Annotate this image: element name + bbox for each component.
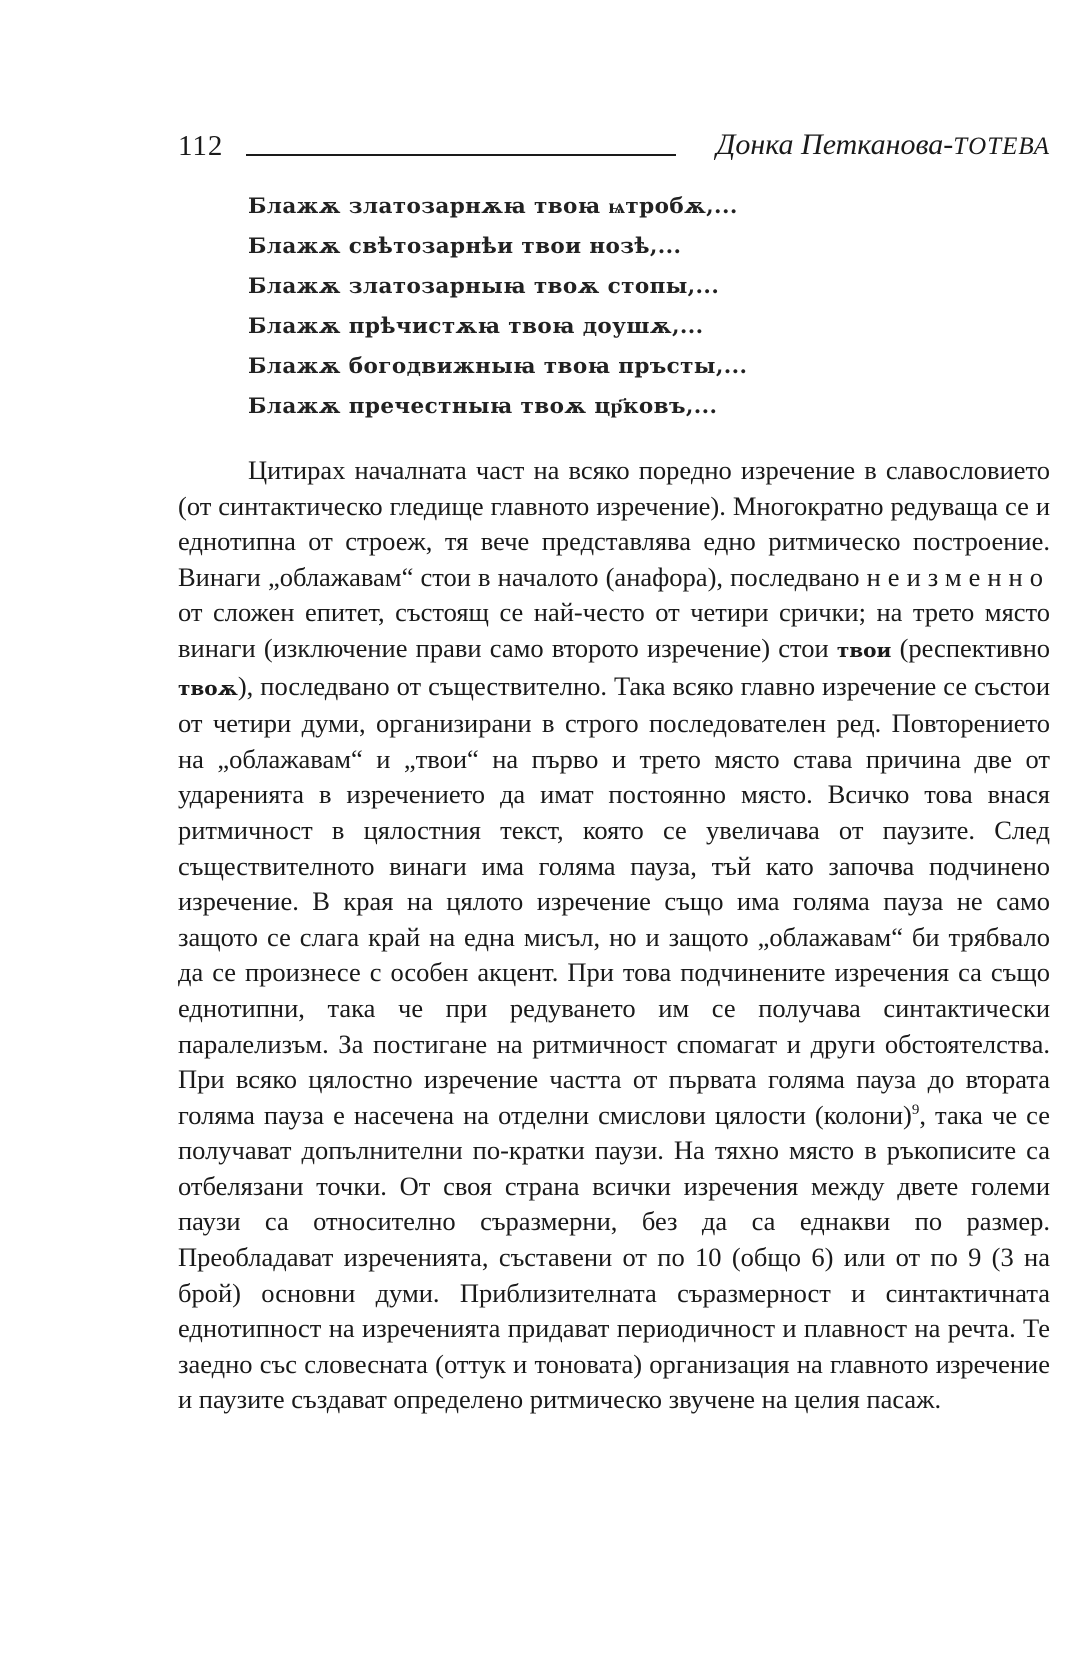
paragraph-text: от сложен епитет, състоящ се най-често от четири срички; на трето място винаги (изключение прави само второто изречение) стои — [178, 597, 1050, 663]
quote-line: Блажѫ богодвижныꙗ твоꙗ пръсты,... — [248, 354, 748, 379]
old-slavonic-quotes — [248, 194, 1008, 434]
quote-line: Блажѫ пречестныꙗ твоѫ цр҃ковъ,... — [248, 394, 718, 419]
body-paragraph — [178, 453, 1050, 1418]
old-slavonic-word: твоѫ — [178, 675, 238, 700]
quote-line: Блажѫ златозарнѫꙗ твоꙗ ѩтробѫ,... — [248, 194, 738, 219]
running-head — [716, 128, 1050, 162]
paragraph-text: (респективно — [891, 632, 1050, 663]
paragraph-text: Цитирах началната част на всяко поредно изречение в славословието (от синтактическо гледище главното изречение). Многократно редуваща се и еднотипна от строеж, тя вече представлява едно ритмическо построение. Винаги „облажавам“ стои в началото (анафора), последвано — [178, 455, 1050, 592]
footnote-reference: 9 — [911, 1101, 920, 1118]
page-header — [178, 126, 1050, 166]
page-number: 112 — [178, 130, 224, 162]
quote-line: Блажѫ златозарныꙗ твоѫ стопы,... — [248, 274, 720, 299]
old-slavonic-word: твои — [836, 637, 892, 662]
paragraph-text: , така че се получават допълнителни по-кратки паузи. На тяхно място в ръкописите са отбелязани точки. От своя страна всички изречения между двете големи паузи са относително съразмерни, без да са еднакви по размер. Преобладават изреченията, съставени от по 10 (общо 6) или от по 9 (3 на брой) основни думи. Приблизителната съразмерност и синтактичната еднотипност на изреченията придават периодичност и плавност на речта. Те заедно със словесната (оттук и тоновата) организация на главното изречение и паузите създават определено ритмическо звучене на целия пасаж. — [178, 1099, 1051, 1415]
running-head-author: Донка Петканова- — [716, 128, 954, 161]
quote-line: Блажѫ свѣтозарнѣи твои нозѣ,... — [248, 234, 682, 259]
spaced-word: неизменно — [866, 561, 1050, 592]
running-head-surname: ТОТЕВА — [953, 133, 1050, 160]
paragraph-text: ), последвано от съществително. Така всяко главно изречение се състои от четири думи, организирани в строго последователен ред. Повторението на „облажавам“ и „твои“ на първо и трето място става причина две от ударенията в изречението да имат постоянно място. Всичко това внася ритмичност в цялостния текст, която се увеличава от паузите. След съществителното винаги има голяма пауза, тъй като започва подчинено изречение. В края на цялото изречение също има голяма пауза не само защото се слага край на една мисъл, но и защото „облажавам“ би трябвало да се произнесе с особен акцент. При това подчинените изречения са също еднотипни, така че при редуването им се получава синтактически паралелизъм. За постигане на ритмичност спомагат и други обстоятелства. При всяко цялостно изречение частта от първата голяма пауза до втората голяма пауза е насечена на отделни смислови цялости (колони) — [178, 670, 1050, 1130]
header-rule — [246, 154, 676, 156]
quote-line: Блажѫ прѣчистѫꙗ твоꙗ доушѫ,... — [248, 314, 704, 339]
